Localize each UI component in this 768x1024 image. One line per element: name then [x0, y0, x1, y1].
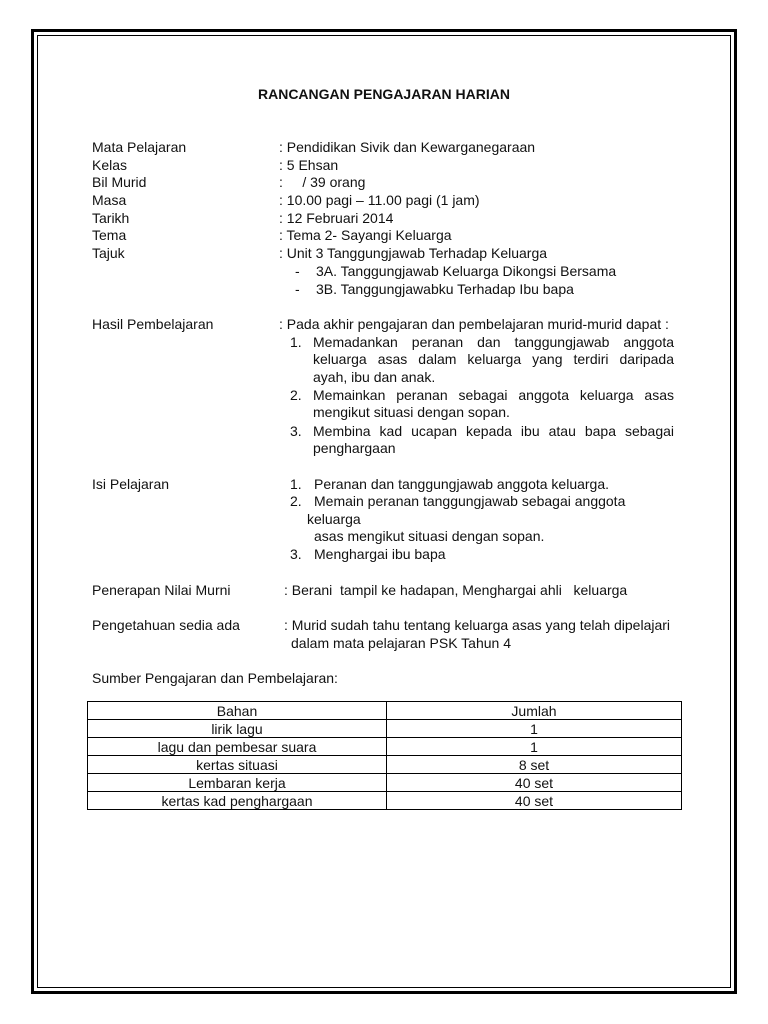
isi-item-line: asas mengikut situasi dengan sopan.: [314, 528, 545, 544]
isi-item-number: 1.: [290, 476, 302, 492]
hasil-item-line: ayah, ibu dan anak.: [313, 369, 436, 385]
table-cell-jumlah: 1: [387, 738, 682, 756]
table-row: [88, 792, 682, 810]
hasil-item-line: penghargaan: [313, 440, 396, 456]
isi-item-line: Peranan dan tanggungjawab anggota keluarga.: [314, 476, 610, 492]
table-cell-bahan: kertas kad penghargaan: [88, 792, 387, 810]
isi-item-line: keluarga: [307, 511, 361, 527]
value-kelas: : 5 Ehsan: [279, 157, 339, 173]
resources-table: [87, 701, 682, 810]
value-masa: : 10.00 pagi – 11.00 pagi (1 jam): [279, 192, 480, 208]
table-header-jumlah: Jumlah: [387, 702, 682, 720]
label-tema: Tema: [92, 227, 127, 243]
value-pengetahuan-sedia-ada: : Murid sudah tahu tentang keluarga asas yang telah dipelajari: [284, 617, 671, 633]
hasil-item-number: 1.: [290, 334, 302, 350]
value-nilai-murni: : Berani tampil ke hadapan, Menghargai ahli keluarga: [284, 582, 628, 598]
hasil-item-line: keluarga asas dalam keluarga yang terdiri daripada: [313, 351, 674, 367]
tajuk-sub-dash: -: [295, 281, 300, 297]
value-tajuk: : Unit 3 Tanggungjawab Terhadap Keluarga: [279, 245, 548, 261]
isi-item-number: 2.: [290, 493, 302, 509]
value-mata-pelajaran: : Pendidikan Sivik dan Kewarganegaraan: [279, 139, 536, 155]
value-pengetahuan-sedia-ada-cont: dalam mata pelajaran PSK Tahun 4: [291, 635, 511, 651]
table-cell-jumlah: 1: [387, 720, 682, 738]
label-bil-murid: Bil Murid: [92, 174, 147, 190]
table-row: [88, 738, 682, 756]
isi-item-line: Memain peranan tanggungjawab sebagai anggota: [314, 493, 626, 509]
hasil-intro: : Pada akhir pengajaran dan pembelajaran murid-murid dapat :: [279, 316, 669, 332]
hasil-item-line: Memadankan peranan dan tanggungjawab anggota: [313, 334, 674, 350]
label-tajuk: Tajuk: [92, 245, 125, 261]
label-nilai-murni: Penerapan Nilai Murni: [92, 582, 231, 598]
isi-item-number: 3.: [290, 546, 302, 562]
table-cell-bahan: Lembaran kerja: [88, 774, 387, 792]
value-tema: : Tema 2- Sayangi Keluarga: [279, 227, 452, 243]
label-masa: Masa: [92, 192, 127, 208]
label-pengetahuan-sedia-ada: Pengetahuan sedia ada: [92, 617, 240, 633]
tajuk-sub-item: 3A. Tanggungjawab Keluarga Dikongsi Bersama: [316, 263, 617, 279]
tajuk-sub-item: 3B. Tanggungjawabku Terhadap Ibu bapa: [316, 281, 574, 297]
table-row: [88, 720, 682, 738]
table-cell-bahan: lagu dan pembesar suara: [88, 738, 387, 756]
document-title: RANCANGAN PENGAJARAN HARIAN: [257, 86, 510, 102]
hasil-item-line: mengikut situasi dengan sopan.: [313, 404, 510, 420]
table-cell-bahan: lirik lagu: [88, 720, 387, 738]
table-cell-jumlah: 40 set: [387, 792, 682, 810]
value-tarikh: : 12 Februari 2014: [279, 210, 394, 226]
isi-item-line: Menghargai ibu bapa: [314, 546, 446, 562]
tajuk-sub-dash: -: [295, 263, 300, 279]
sumber-heading: Sumber Pengajaran dan Pembelajaran:: [92, 670, 338, 686]
table-row: [88, 756, 682, 774]
table-header-row: [88, 702, 682, 720]
label-mata-pelajaran: Mata Pelajaran: [92, 139, 187, 155]
table-cell-jumlah: 8 set: [387, 756, 682, 774]
table-header-bahan: Bahan: [88, 702, 387, 720]
label-kelas: Kelas: [92, 157, 128, 173]
table-cell-jumlah: 40 set: [387, 774, 682, 792]
label-hasil-pembelajaran: Hasil Pembelajaran: [92, 316, 214, 332]
hasil-item-number: 2.: [290, 387, 302, 403]
table-cell-bahan: kertas situasi: [88, 756, 387, 774]
hasil-item-line: Membina kad ucapan kepada ibu atau bapa sebagai: [313, 423, 674, 439]
hasil-item-number: 3.: [290, 423, 302, 439]
label-tarikh: Tarikh: [92, 210, 130, 226]
value-bil-murid: : / 39 orang: [279, 174, 366, 190]
table-row: [88, 774, 682, 792]
label-isi-pelajaran: Isi Pelajaran: [92, 476, 170, 492]
hasil-item-line: Memainkan peranan sebagai anggota keluarga asas: [313, 387, 674, 403]
